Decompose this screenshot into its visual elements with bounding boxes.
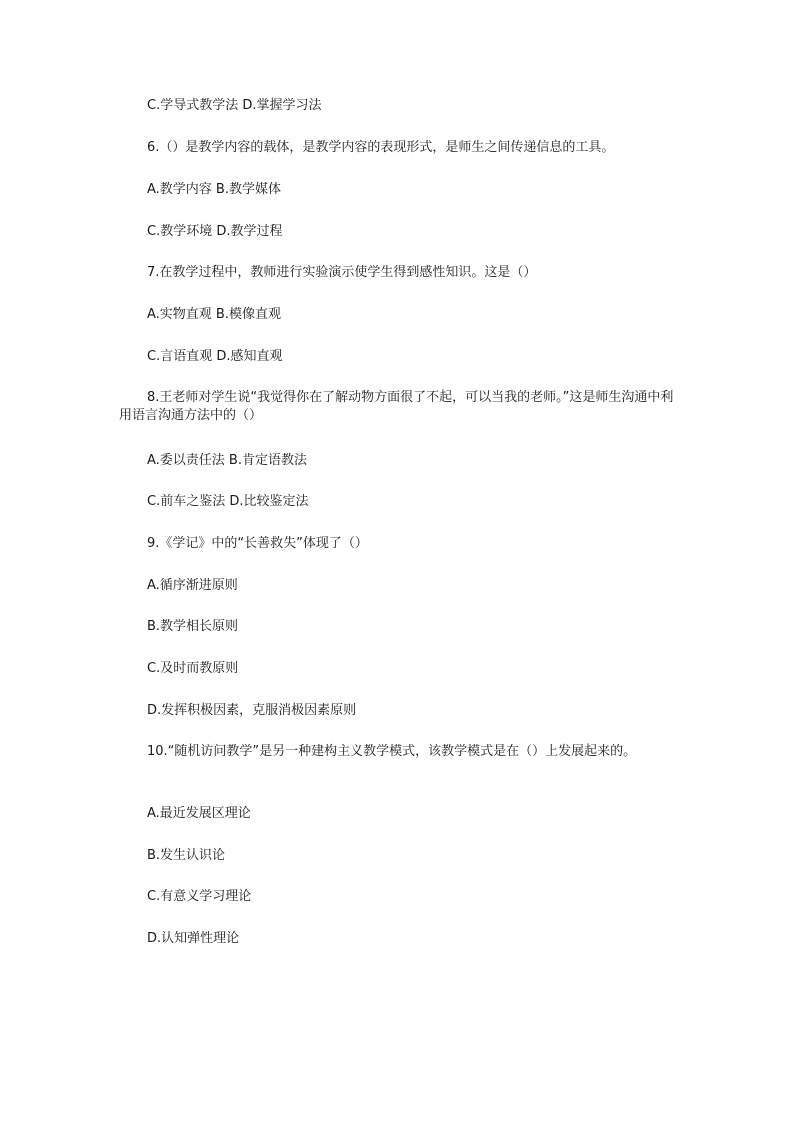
option-line: C.有意义学习理论 [147, 889, 252, 904]
option-line: A.委以责任法 B.肯定语教法 [147, 453, 307, 468]
option-line: C.前车之鉴法 D.比较鉴定法 [147, 494, 309, 509]
option-line: C.学导式教学法 D.掌握学习法 [147, 98, 322, 113]
option-line: D.发挥积极因素，克服消极因素原则 [147, 703, 357, 718]
option-line: C.及时而教原则 [147, 661, 239, 676]
question-10: 10.“随机访问教学”是另一种建构主义教学模式，该教学模式是在（）上发展起来的。 [147, 744, 637, 759]
option-line: D.认知弹性理论 [147, 931, 240, 946]
question-8-text: 8.王老师对学生说“我觉得你在了解动物方面很了不起，可以当我的老师。”这是师生沟通中利用语言沟通方法中的（） [119, 390, 674, 423]
option-line: B.发生认识论 [147, 848, 226, 863]
option-line: A.教学内容 B.教学媒体 [147, 182, 281, 197]
question-8 [119, 389, 679, 425]
option-line: B.教学相长原则 [147, 619, 239, 634]
question-7: 7.在教学过程中，教师进行实验演示使学生得到感性知识。这是（） [147, 265, 537, 280]
question-9: 9.《学记》中的“长善救失”体现了（） [147, 536, 368, 551]
option-line: A.循序渐进原则 [147, 578, 238, 593]
option-line: C.言语直观 D.感知直观 [147, 349, 283, 364]
option-line: A.实物直观 B.模像直观 [147, 307, 281, 322]
option-line: C.教学环境 D.教学过程 [147, 224, 283, 239]
option-line: A.最近发展区理论 [147, 806, 251, 821]
question-6: 6.（）是教学内容的载体，是教学内容的表现形式，是师生之间传递信息的工具。 [147, 140, 615, 155]
